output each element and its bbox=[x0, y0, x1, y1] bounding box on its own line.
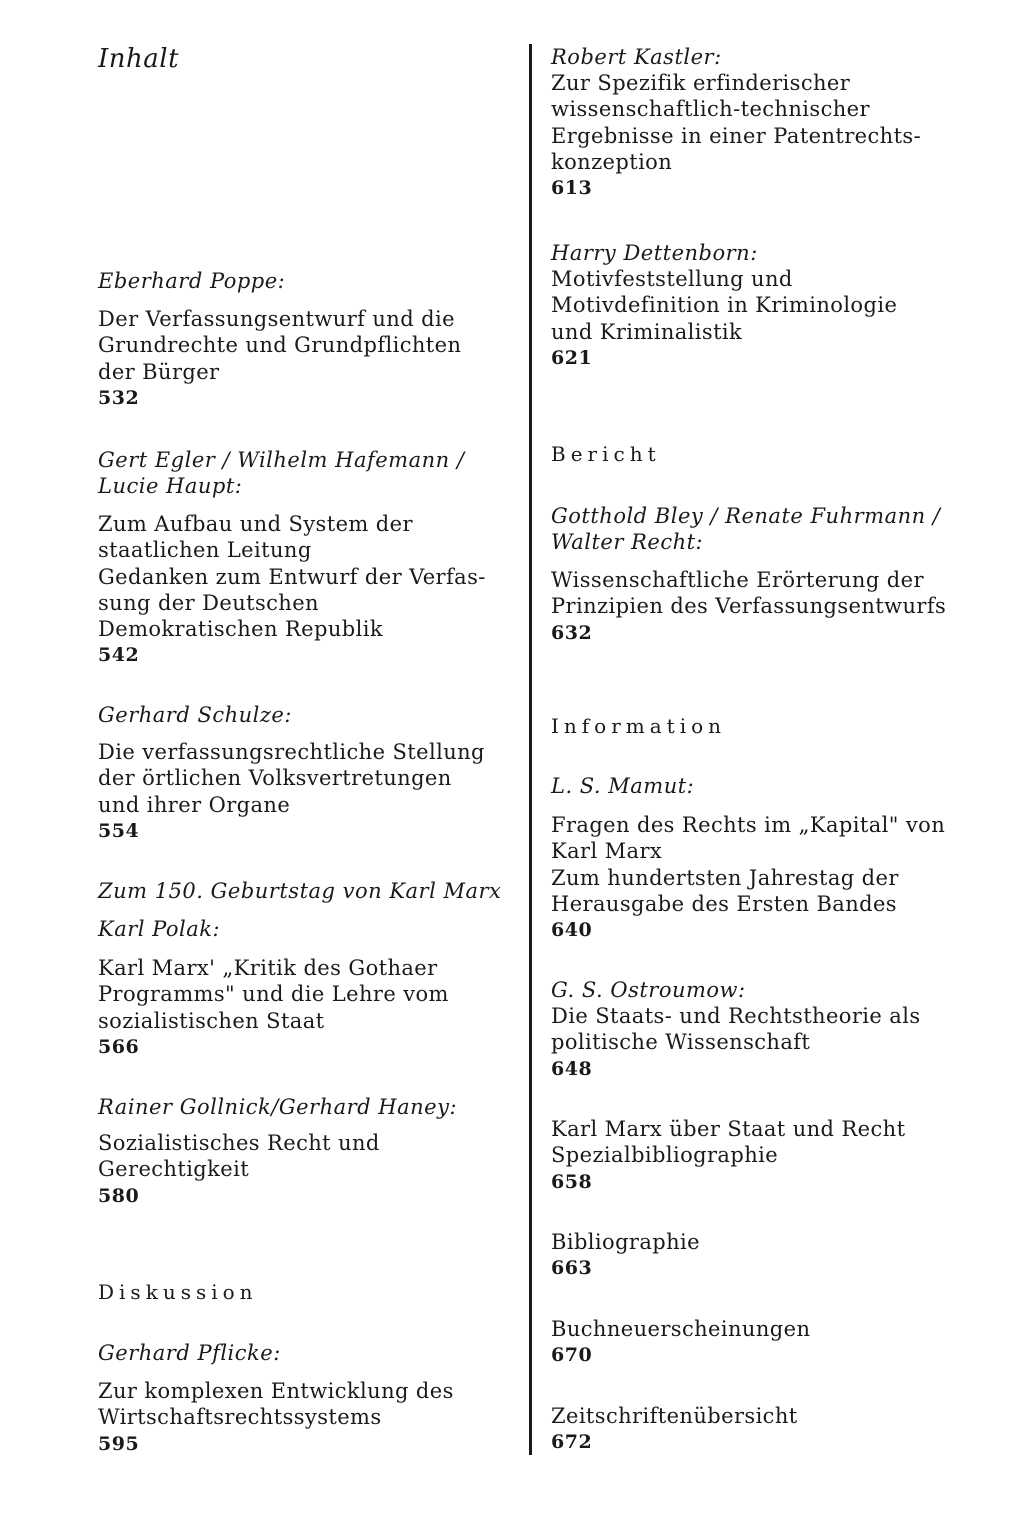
entry-author: Rainer Gollnick/Gerhard Haney: bbox=[98, 1095, 458, 1119]
entry-title-line: Karl Marx bbox=[551, 839, 663, 864]
entry-title-line: Der Verfassungsentwurf und die bbox=[98, 307, 455, 331]
toc-entry bbox=[98, 447, 518, 499]
entry-title-line: Fragen des Rechts im „Kapital" von bbox=[551, 813, 946, 837]
toc-entry bbox=[98, 916, 518, 942]
entry-title-line: sung der Deutschen bbox=[98, 590, 319, 615]
entry-title-line: Demokratischen Republik bbox=[98, 617, 383, 642]
entry-author: Gerhard Pflicke: bbox=[98, 1341, 281, 1365]
toc-entry bbox=[551, 1403, 991, 1455]
entry-page-number: 532 bbox=[98, 386, 140, 409]
entry-title-line: konzeption bbox=[551, 149, 673, 174]
toc-entry bbox=[98, 702, 518, 728]
entry-title-line: und Kriminalistik bbox=[551, 319, 743, 344]
entry-title-line: sozialistischen Staat bbox=[98, 1008, 325, 1033]
entry-title-line: Motivfeststellung und bbox=[551, 267, 793, 291]
toc-entry-body bbox=[98, 511, 518, 668]
page-title: Inhalt bbox=[98, 44, 180, 74]
entry-title-line: Grundrechte und Grundpflichten bbox=[98, 333, 462, 358]
toc-entry bbox=[551, 1229, 991, 1281]
toc-entry bbox=[551, 503, 991, 555]
toc-entry-body bbox=[98, 955, 518, 1060]
entry-page-number: 542 bbox=[98, 644, 140, 667]
entry-title-line: Gerechtigkeit bbox=[98, 1157, 250, 1182]
entry-title-line: Zur Spezifik erfinderischer bbox=[551, 71, 851, 95]
entry-title-line: Spezialbibliographie bbox=[551, 1143, 779, 1168]
entry-page-number: 580 bbox=[98, 1184, 140, 1207]
entry-title-line: Herausgabe des Ersten Bandes bbox=[551, 891, 897, 916]
entry-author: Gotthold Bley / Renate Fuhrmann / bbox=[551, 504, 941, 528]
entry-title-line: Ergebnisse in einer Patentrechts- bbox=[551, 123, 922, 148]
toc-entry-body bbox=[551, 567, 991, 646]
entry-page-number: 672 bbox=[551, 1431, 593, 1454]
entry-author: Zum 150. Geburtstag von Karl Marx bbox=[98, 879, 502, 903]
entry-title-line: Karl Marx über Staat und Recht bbox=[551, 1117, 906, 1141]
toc-entry-body bbox=[98, 1130, 518, 1209]
entry-title-line: der Bürger bbox=[98, 359, 220, 384]
entry-page-number: 648 bbox=[551, 1057, 593, 1080]
entry-author: Walter Recht: bbox=[551, 530, 704, 554]
entry-title-line: Sozialistisches Recht und bbox=[98, 1131, 380, 1155]
section-heading-bericht: Bericht bbox=[551, 442, 661, 466]
entry-title-line: wissenschaftlich-technischer bbox=[551, 97, 870, 122]
entry-author: Harry Dettenborn: bbox=[551, 241, 758, 265]
entry-page-number: 632 bbox=[551, 621, 593, 644]
entry-title-line: Zum Aufbau und System der bbox=[98, 512, 413, 536]
entry-author: Gerhard Schulze: bbox=[98, 703, 292, 727]
entry-page-number: 595 bbox=[98, 1432, 140, 1455]
entry-title-line: Gedanken zum Entwurf der Verfas- bbox=[98, 564, 486, 589]
toc-entry bbox=[551, 44, 991, 201]
column-divider-rule bbox=[529, 44, 532, 1455]
entry-title-line: Karl Marx' „Kritik des Gothaer bbox=[98, 956, 438, 980]
section-heading-marx bbox=[98, 878, 518, 904]
entry-author: Gert Egler / Wilhelm Hafemann / bbox=[98, 448, 465, 472]
entry-page-number: 658 bbox=[551, 1170, 593, 1193]
entry-title-line: Zur komplexen Entwicklung des bbox=[98, 1379, 454, 1403]
entry-title-line: Die Staats- und Rechtstheorie als bbox=[551, 1004, 921, 1028]
entry-page-number: 663 bbox=[551, 1257, 593, 1280]
toc-entry bbox=[98, 1094, 518, 1120]
entry-title-line: Prinzipien des Verfassungsentwurfs bbox=[551, 594, 947, 619]
toc-entry-body bbox=[98, 739, 518, 844]
entry-author: Robert Kastler: bbox=[551, 45, 722, 69]
entry-page-number: 640 bbox=[551, 919, 593, 942]
entry-title-line: und ihrer Organe bbox=[98, 792, 291, 817]
entry-title-line: Zum hundertsten Jahrestag der bbox=[551, 865, 899, 890]
toc-entry-body bbox=[98, 1378, 518, 1457]
entry-title-line: der örtlichen Volksvertretungen bbox=[98, 766, 452, 791]
entry-page-number: 613 bbox=[551, 177, 593, 200]
entry-title-line: Die verfassungsrechtliche Stellung bbox=[98, 740, 485, 764]
toc-entry bbox=[551, 977, 991, 1082]
entry-title-line: staatlichen Leitung bbox=[98, 538, 312, 563]
entry-title-line: politische Wissenschaft bbox=[551, 1030, 811, 1055]
entry-title-line: Bibliographie bbox=[551, 1230, 700, 1254]
entry-title-line: Zeitschriftenübersicht bbox=[551, 1404, 798, 1428]
entry-title-line: Motivdefinition in Kriminologie bbox=[551, 293, 898, 318]
entry-author: Eberhard Poppe: bbox=[98, 269, 286, 293]
entry-page-number: 621 bbox=[551, 346, 593, 369]
entry-page-number: 566 bbox=[98, 1035, 140, 1058]
toc-entry-body bbox=[551, 812, 991, 943]
entry-title-line: Wissenschaftliche Erörterung der bbox=[551, 568, 924, 592]
section-heading-information: Information bbox=[551, 714, 727, 738]
toc-entry bbox=[551, 240, 991, 371]
entry-page-number: 554 bbox=[98, 819, 140, 842]
entry-page-number: 670 bbox=[551, 1344, 593, 1367]
toc-entry bbox=[551, 1116, 991, 1195]
entry-author: G. S. Ostroumow: bbox=[551, 978, 746, 1002]
entry-title-line: Buchneuerscheinungen bbox=[551, 1317, 811, 1341]
section-heading-diskussion: Diskussion bbox=[98, 1280, 258, 1304]
entry-author: L. S. Mamut: bbox=[551, 774, 695, 798]
entry-author: Lucie Haupt: bbox=[98, 474, 243, 498]
entry-author: Karl Polak: bbox=[98, 917, 221, 941]
entry-title-line: Wirtschaftsrechtssystems bbox=[98, 1405, 382, 1430]
toc-entry bbox=[98, 1340, 518, 1366]
toc-entry-body bbox=[98, 306, 518, 411]
toc-entry bbox=[98, 268, 518, 294]
toc-entry bbox=[551, 1316, 991, 1368]
toc-entry bbox=[551, 773, 991, 799]
entry-title-line: Programms" und die Lehre vom bbox=[98, 982, 449, 1007]
